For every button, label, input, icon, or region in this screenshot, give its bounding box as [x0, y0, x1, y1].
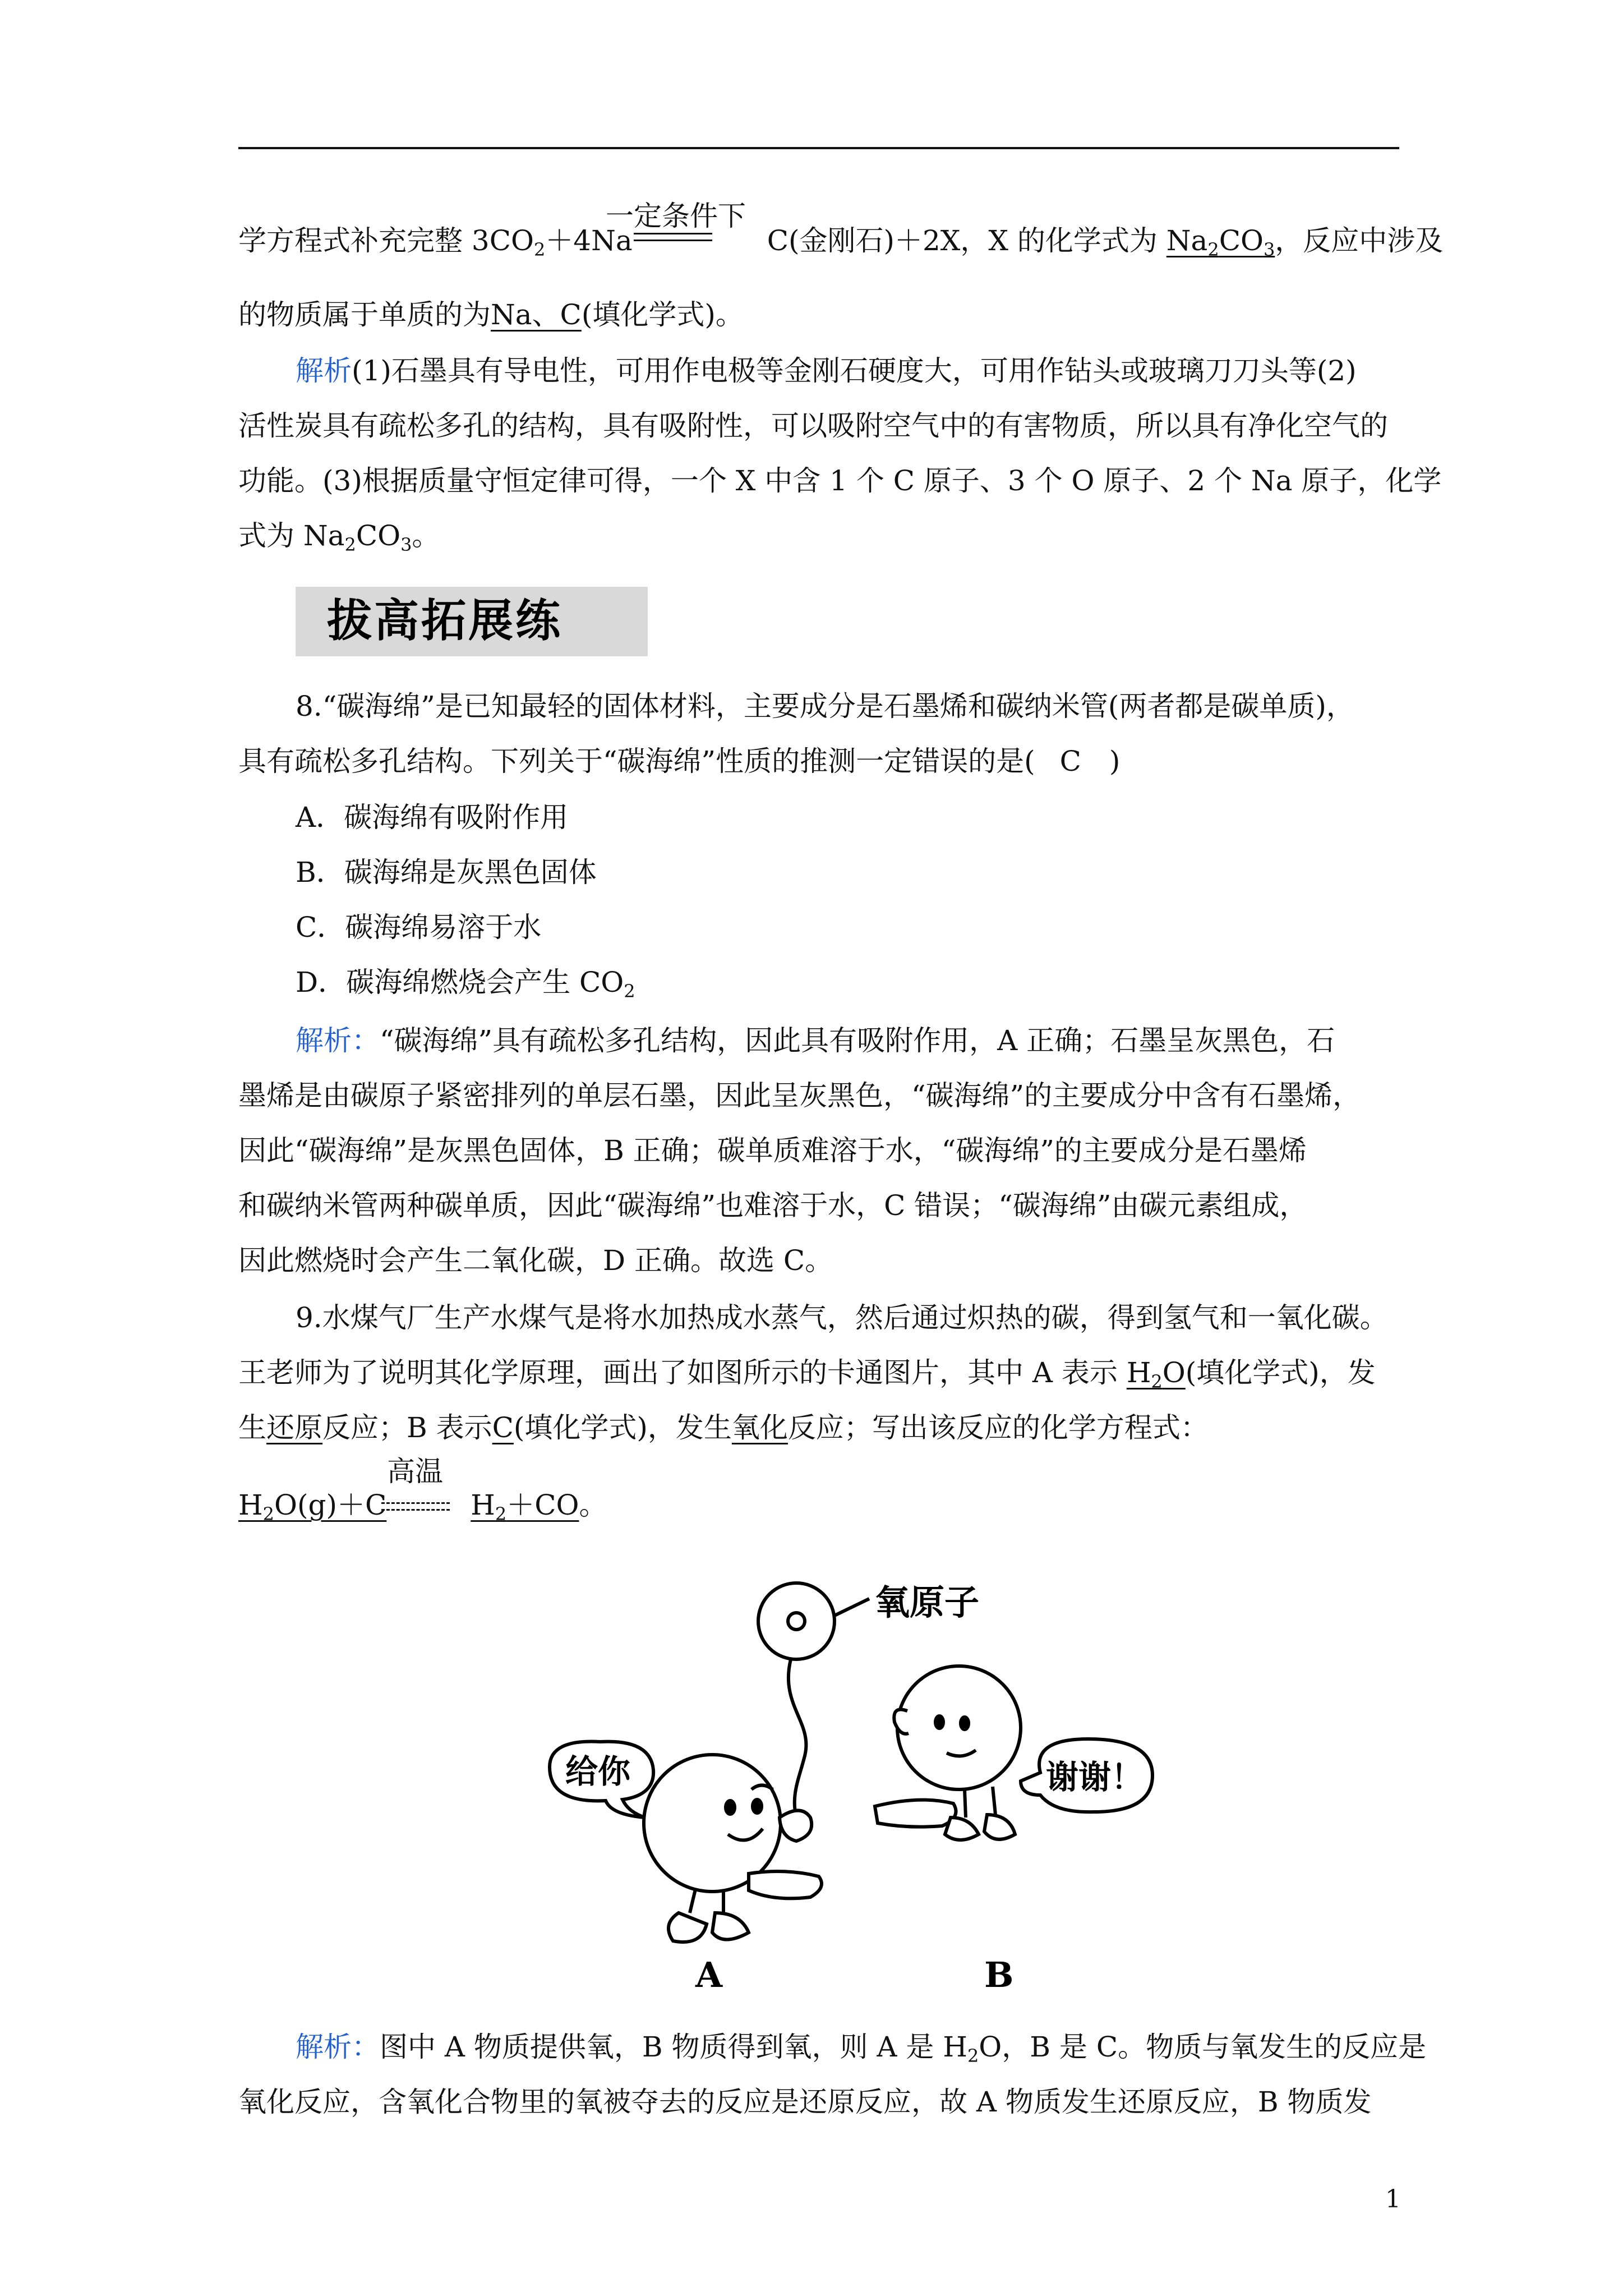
analysis7-line-1: 解析(1)石墨具有导电性，可用作电极等金刚石硬度大，可用作钻头或玻璃刀刀头等(2)	[296, 355, 1357, 387]
analysis-label: 解析：	[296, 2031, 380, 2063]
answer-a-formula: $H_2O$	[1126, 1356, 1186, 1392]
q9-line-2: 王老师为了说明其化学原理，画出了如图所示的卡通图片，其中 A 表示 $H_2O$(填化学式)，发	[238, 1356, 1376, 1392]
q8-line-2: 具有疏松多孔结构。下列关于“碳海绵”性质的推测一定错误的是( C )	[238, 745, 1121, 777]
analysis9-line-1: 解析：图中 A 物质提供氧，B 物质得到氧，则 A 是 $H_2O$，B 是 C。物质与氧发生的反应是	[296, 2031, 1427, 2067]
character-a-hand	[780, 1811, 811, 1842]
oxygen-atom	[758, 1583, 834, 1659]
oxygen-label-pointer	[834, 1599, 869, 1616]
character-b-leg	[993, 1787, 995, 1815]
q8-option-c: C．碳海绵易溶于水	[296, 911, 542, 944]
q9-equation: $H_2O(g)+C$ $H_2+CO$。	[238, 1489, 607, 1525]
answer-x-formula: $Na_2CO_3$	[1166, 224, 1275, 260]
q7-line-2: 的物质属于单质的为Na、C(填化学式)。	[238, 298, 744, 331]
analysis8-line-2: 墨烯是由碳原子紧密排列的单层石墨，因此呈灰黑色，“碳海绵”的主要成分中含有石墨烯，	[238, 1079, 1361, 1112]
q8-line-1: 8.“碳海绵”是已知最轻的固体材料，主要成分是石墨烯和碳纳米管(两者都是碳单质)，	[296, 690, 1354, 723]
q7-line-1: 学方程式补充完整 $3CO_2+4Na$ C(金刚石)＋2X，X 的化学式为 $Na_2CO_3$，反应中涉及	[238, 224, 1444, 260]
analysis7-line-2: 活性炭具有疏松多孔的结构，具有吸附性，可以吸附空气中的有害物质，所以具有净化空气的	[238, 409, 1388, 442]
analysis7-line-4: 式为 $Na_2CO_3$。	[238, 519, 440, 555]
analysis9-line-2: 氧化反应，含氧化合物里的氧被夺去的反应是还原反应，故 A 物质发生还原反应，B 物质发	[238, 2086, 1372, 2118]
character-a-label: A	[695, 1954, 723, 1995]
analysis8-line-5: 因此燃烧时会产生二氧化碳，D 正确。故选 C。	[238, 1244, 833, 1277]
q8-option-a: A．碳海绵有吸附作用	[296, 801, 569, 834]
character-a-hand	[749, 1871, 822, 1898]
answer-elements: Na、C	[491, 298, 582, 331]
character-a-eye	[726, 1801, 735, 1814]
character-a-leg	[690, 1889, 695, 1913]
balloon-string	[789, 1659, 806, 1818]
character-a-shoe	[712, 1913, 749, 1940]
analysis8-line-1: 解析：“碳海绵”具有疏松多孔结构，因此具有吸附作用，A 正确；石墨呈灰黑色，石	[296, 1024, 1335, 1057]
q8-answer: C	[1059, 745, 1081, 777]
character-b-shoe	[984, 1815, 1015, 1839]
equation-condition: 高温	[387, 1455, 443, 1488]
speech-bubble-b-text: 谢谢！	[1046, 1758, 1144, 1796]
character-a-shoe	[668, 1913, 707, 1942]
header-rule	[238, 147, 1399, 149]
analysis8-line-3: 因此“碳海绵”是灰黑色固体，B 正确；碳单质难溶于水，“碳海绵”的主要成分是石墨烯	[238, 1134, 1307, 1167]
character-b-leg	[965, 1789, 966, 1818]
analysis-label: 解析	[296, 355, 352, 387]
analysis8-line-4: 和碳纳米管两种碳单质，因此“碳海绵”也难溶于水，C 错误；“碳海绵”由碳元素组成，	[238, 1189, 1308, 1222]
character-a-eye	[753, 1800, 762, 1813]
q9-line-1: 9.水煤气厂生产水煤气是将水加热成水蒸气，然后通过炽热的碳，得到氢气和一氧化碳。	[296, 1301, 1388, 1334]
analysis7-line-3: 功能。(3)根据质量守恒定律可得，一个 X 中含 1 个 C 原子、3 个 O 原子、2 个 Na 原子，化学	[238, 464, 1442, 497]
equation-right: $H_2+CO$	[471, 1489, 579, 1525]
speech-bubble-a-text: 给你	[565, 1752, 631, 1791]
answer-b-formula: C	[492, 1411, 514, 1444]
q9-line-3: 生还原反应；B 表示C(填化学式)，发生氧化反应；写出该反应的化学方程式：	[238, 1411, 1209, 1444]
oxygen-atom-label: 氧原子	[875, 1582, 980, 1623]
page-number: 1	[1385, 2185, 1401, 2214]
equation-left: $H_2O(g)+C$	[238, 1489, 387, 1525]
character-b-label: B	[984, 1954, 1014, 1995]
answer-b-reaction: 氧化	[731, 1411, 788, 1444]
q8-option-b: B．碳海绵是灰黑色固体	[296, 856, 597, 889]
q8-option-d: D．碳海绵燃烧会产生 $CO_2$	[296, 966, 635, 1002]
analysis-label: 解析：	[296, 1024, 380, 1057]
character-b-shoe	[945, 1818, 979, 1840]
character-b-hand	[875, 1800, 956, 1827]
section-banner-title: 拔高拓展练	[327, 595, 562, 647]
reaction-condition: 一定条件下	[606, 200, 746, 232]
answer-a-reaction: 还原	[266, 1411, 322, 1444]
cartoon-figure	[527, 1554, 1144, 1995]
character-b-head	[897, 1666, 1021, 1789]
character-b-eye	[961, 1717, 969, 1729]
character-b-eye	[935, 1716, 943, 1728]
